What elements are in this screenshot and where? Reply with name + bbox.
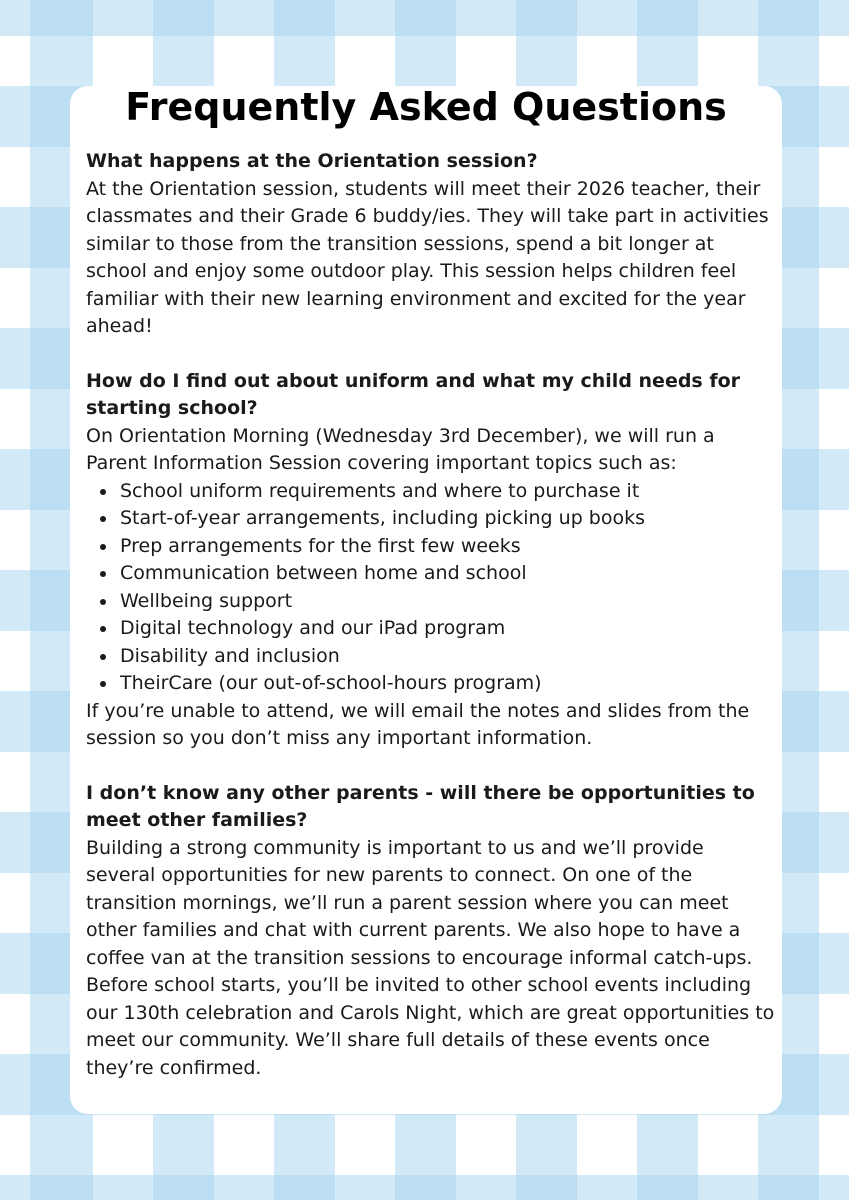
list-item: • Disability and inclusion — [118, 643, 776, 671]
faq-question: What happens at the Orientation session? — [86, 150, 538, 172]
list-item: • Start-of-year arrangements, including picking up books — [118, 505, 776, 533]
list-item: • Wellbeing support — [118, 588, 776, 616]
faq-item-orientation — [86, 148, 776, 341]
faq-item-community — [86, 780, 776, 1083]
faq-answer-outro: If you’re unable to attend, we will email the notes and slides from the session so you don’t miss any important information. — [86, 699, 750, 749]
topic-list — [86, 478, 776, 698]
spacer — [86, 753, 776, 780]
faq-item-uniform — [86, 368, 776, 753]
faq-answer: At the Orientation session, students will meet their 2026 teacher, their classmates and their Grade 6 buddy/ies. They will take part in activities similar to those from the transition sessions, spend a bit longer at school and enjoy some outdoor play. This session helps children feel familiar with their new learning environment and excited for the year ahead! — [86, 177, 769, 337]
faq-card — [70, 86, 782, 1114]
list-item: • Prep arrangements for the first few weeks — [118, 533, 776, 561]
faq-list — [86, 148, 776, 1082]
list-item: • Digital technology and our iPad program — [118, 615, 776, 643]
list-item: • TheirCare (our out-of-school-hours program) — [118, 670, 776, 698]
faq-question: How do I find out about uniform and what my child needs for starting school? — [86, 369, 741, 419]
faq-question: I don’t know any other parents - will there be opportunities to meet other families? — [86, 781, 755, 831]
list-item: • Communication between home and school — [118, 560, 776, 588]
faq-answer-continued: Before school starts, you’ll be invited to other school events including our 130th celebration and Carols Night, which are great opportunities to meet our community. We’ll share full details of these events once they’re confirmed. — [86, 974, 775, 1079]
faq-answer: Building a strong community is important to us and we’ll provide several opportunities for new parents to connect. On one of the transition mornings, we’ll run a parent session where you can meet other families and chat with current parents. We also hope to have a coffee van at the transition sessions to encourage informal catch-ups. — [86, 836, 753, 969]
list-item: • School uniform requirements and where to purchase it — [118, 478, 776, 506]
page-title: Frequently Asked Questions — [125, 85, 727, 129]
faq-answer-intro: On Orientation Morning (Wednesday 3rd December), we will run a Parent Information Session covering important topics such as: — [86, 424, 715, 474]
spacer — [86, 341, 776, 368]
